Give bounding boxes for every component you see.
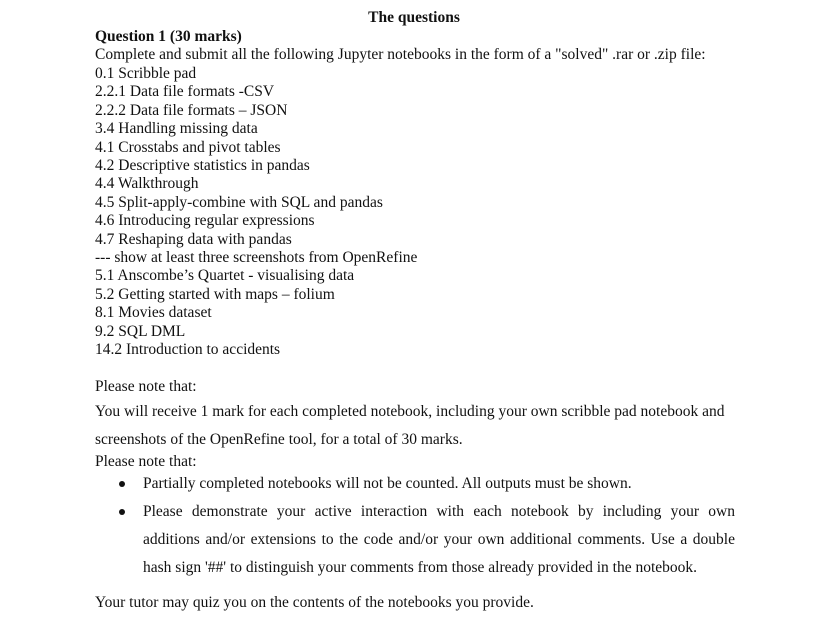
bullet-text: Partially completed notebooks will not be counted. All outputs must be shown.	[143, 475, 632, 492]
notebook-list	[95, 65, 775, 360]
bullet-item	[95, 470, 735, 498]
list-item: 5.1 Anscombe’s Quartet - visualising data	[95, 267, 355, 285]
list-item: 8.1 Movies dataset	[95, 304, 212, 322]
bullet-text: Please demonstrate your active interaction with each notebook by including your own additions and/or extensions to the code and/or your own additional comments. Use a double hash sign '##' to distinguish your comments from those already provided in the notebook.	[143, 503, 735, 576]
list-item: 9.2 SQL DML	[95, 322, 186, 340]
note-label: Please note that:	[95, 378, 197, 395]
list-item: 4.2 Descriptive statistics in pandas	[95, 157, 310, 175]
bullet-dot-icon	[119, 481, 125, 487]
list-item: 3.4 Handling missing data	[95, 120, 258, 138]
intro-text: Complete and submit all the following Jupyter notebooks in the form of a "solved" .rar or .zip file:	[95, 46, 706, 63]
list-item: 14.2 Introduction to accidents	[95, 341, 281, 359]
list-item: 0.1 Scribble pad	[95, 65, 197, 82]
list-item: 2.2.1 Data file formats -CSV	[95, 83, 275, 101]
list-item: --- show at least three screenshots from OpenRefine	[95, 249, 418, 267]
bullet-dot-icon	[119, 509, 125, 515]
list-item: 4.6 Introducing regular expressions	[95, 212, 315, 230]
note-label: Please note that:	[95, 453, 197, 470]
list-item: 5.2 Getting started with maps – folium	[95, 285, 335, 303]
question-heading: Question 1 (30 marks)	[95, 28, 242, 45]
list-item: 4.7 Reshaping data with pandas	[95, 230, 292, 248]
list-item: 4.1 Crosstabs and pivot tables	[95, 138, 281, 156]
list-item: 4.4 Walkthrough	[95, 175, 199, 193]
marks-paragraph: You will receive 1 mark for each completed notebook, including your own scribble pad notebook and screenshots of the OpenRefine tool, for a total of 30 marks.	[95, 403, 725, 448]
bullet-item	[95, 498, 735, 582]
page-title: The questions	[368, 9, 460, 26]
list-item: 4.5 Split-apply-combine with SQL and pandas	[95, 193, 383, 211]
closing-text: Your tutor may quiz you on the contents of the notebooks you provide.	[95, 594, 534, 611]
bullet-list	[95, 470, 735, 582]
list-item: 2.2.2 Data file formats – JSON	[95, 101, 288, 119]
